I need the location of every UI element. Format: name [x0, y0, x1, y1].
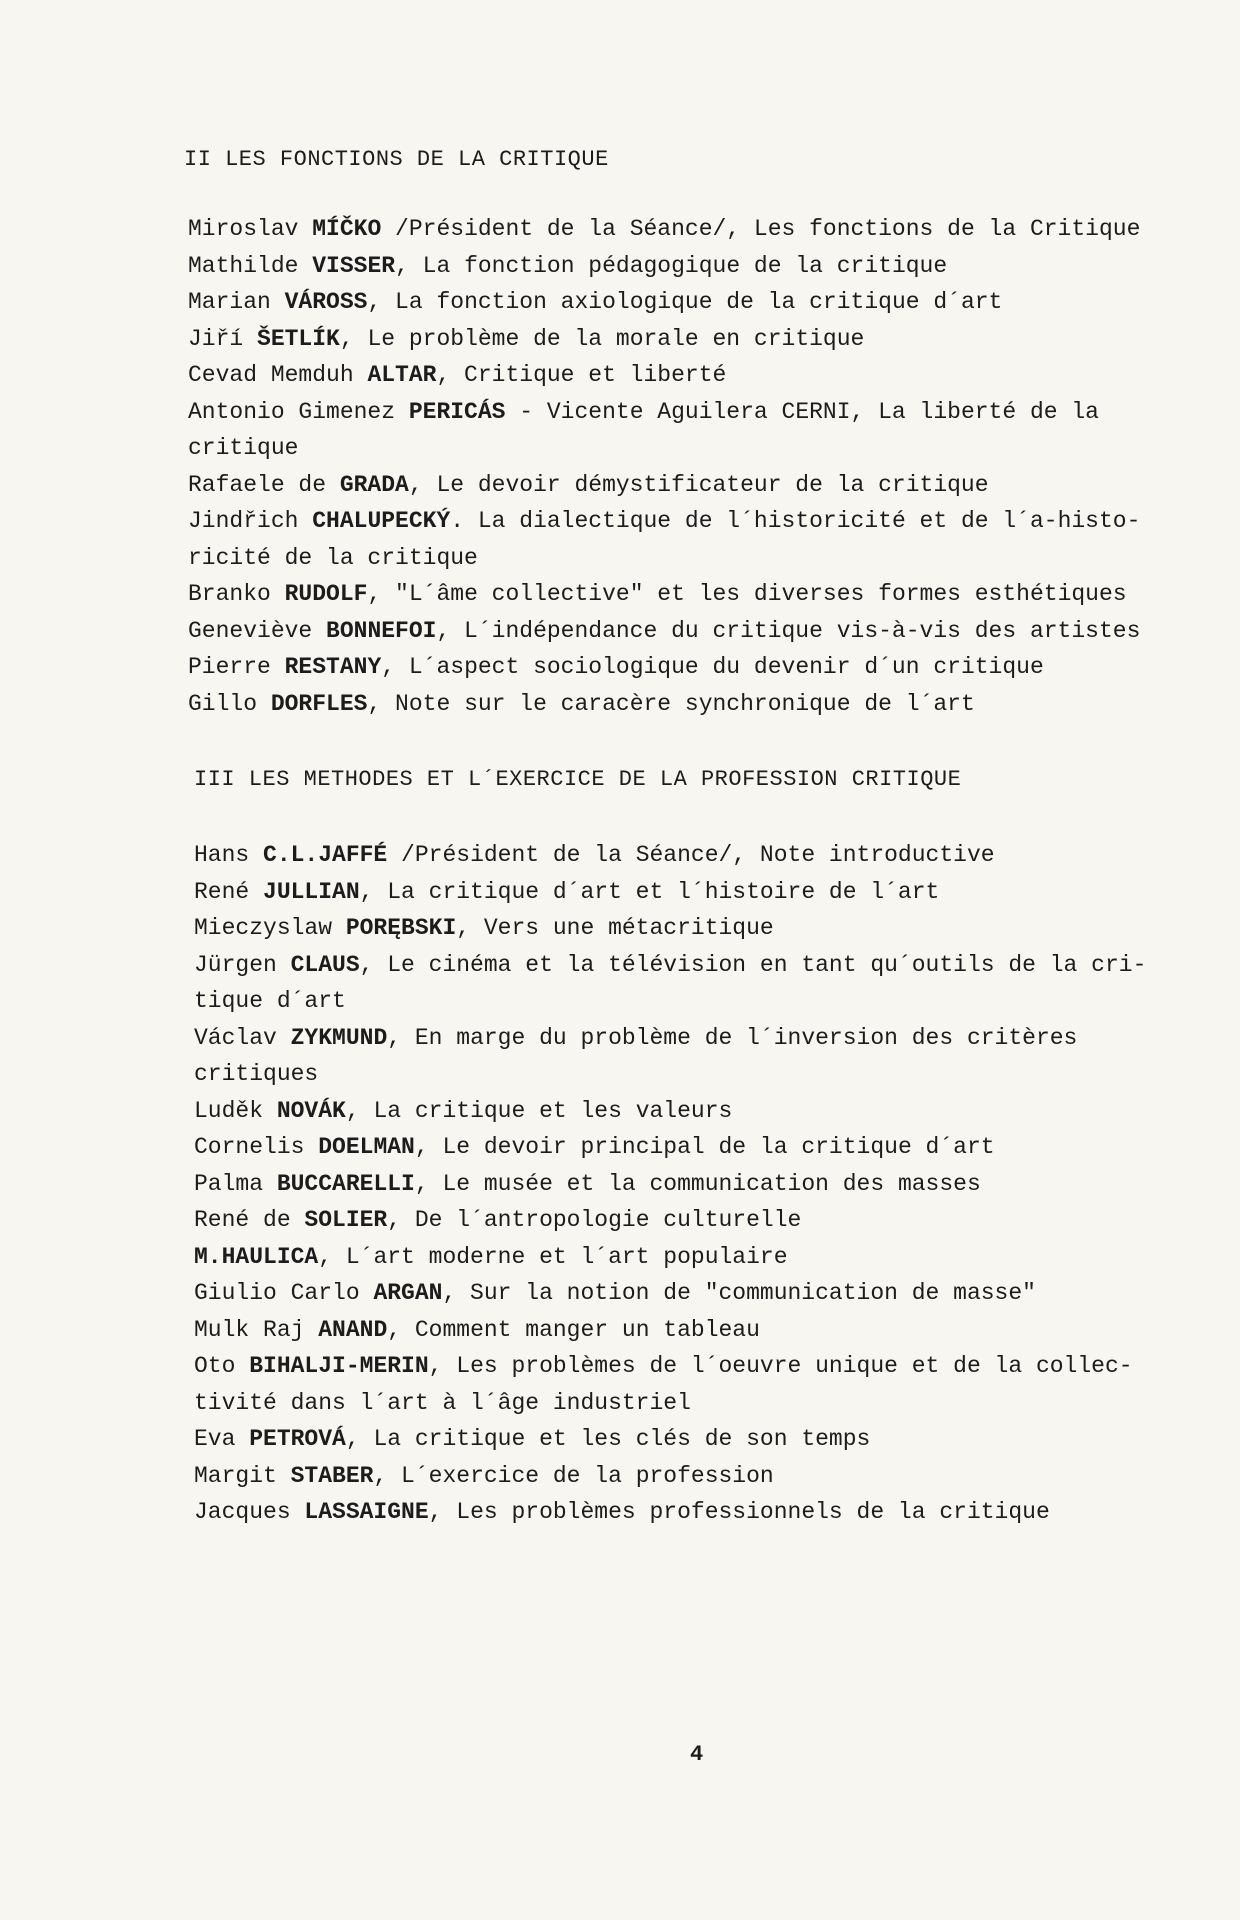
paper-title: /Président de la Séance/, Les fonctions de la Critique: [381, 216, 1141, 242]
paper-title: , L´aspect sociologique du devenir d´un critique: [381, 654, 1044, 680]
author-surname: STABER: [290, 1462, 374, 1489]
author-surname: ALTAR: [367, 362, 437, 388]
entry-line: [194, 1458, 1234, 1495]
entry-line: [194, 1494, 1234, 1531]
entry-line: [194, 874, 1234, 911]
author-given-name: Eva: [194, 1426, 250, 1452]
author-given-name: René: [194, 878, 264, 905]
author-given-name: Cevad Memduh: [188, 362, 368, 388]
author-given-name: Pierre: [188, 654, 285, 680]
author-surname: DOELMAN: [318, 1134, 415, 1160]
author-surname: MÍČKO: [312, 216, 382, 242]
section-3-entries: [194, 837, 1234, 1531]
paper-title: . La dialectique de l´historicité et de l´a-histo-: [450, 508, 1141, 534]
author-surname: VISSER: [312, 252, 396, 279]
author-given-name: Geneviève: [188, 617, 327, 644]
author-given-name: Giulio Carlo: [194, 1280, 374, 1306]
author-given-name: Mulk Raj: [194, 1316, 319, 1343]
entry-line: [194, 837, 1234, 874]
entry-line: [188, 613, 1228, 650]
author-given-name: Cornelis: [194, 1134, 319, 1160]
entry-line: [188, 284, 1228, 321]
section-2-entries: [188, 211, 1228, 722]
author-given-name: Branko: [188, 581, 285, 607]
paper-title: , Vers une métacritique: [456, 915, 774, 941]
paper-title: , Les problèmes de l´oeuvre unique et de la collec-: [428, 1353, 1133, 1379]
author-surname: ZYKMUND: [290, 1024, 388, 1051]
paper-title: , Sur la notion de "communication de masse": [442, 1280, 1036, 1306]
author-surname: RUDOLF: [284, 581, 368, 607]
entry-line: [194, 947, 1234, 984]
entry-line: [188, 576, 1228, 613]
entry-line: [188, 686, 1228, 723]
author-surname: BUCCARELLI: [276, 1170, 415, 1197]
paper-title: , Le problème de la morale en critique: [339, 325, 865, 352]
author-given-name: Mathilde: [188, 252, 313, 279]
paper-title: , L´indépendance du critique vis-à-vis des artistes: [436, 617, 1141, 644]
paper-title: , Comment manger un tableau: [387, 1316, 760, 1343]
entry-line: [194, 1348, 1234, 1385]
entry-line: [194, 1166, 1234, 1203]
author-surname: SOLIER: [304, 1207, 388, 1233]
entry-line: [194, 1275, 1234, 1312]
paper-title: , Le cinéma et la télévision en tant qu´outils de la cri-: [359, 951, 1147, 978]
paper-title: /Président de la Séance/, Note introductive: [387, 842, 995, 868]
entry-line: [194, 1093, 1234, 1130]
paper-title: , La fonction pédagogique de la critique: [395, 252, 948, 279]
author-surname: LASSAIGNE: [304, 1499, 429, 1525]
author-surname: M.HAULICA: [194, 1243, 319, 1270]
author-surname: DORFLES: [270, 690, 368, 717]
author-surname: VÁROSS: [284, 289, 368, 315]
author-given-name: Jindřich: [188, 508, 313, 534]
paper-title: , En marge du problème de l´inversion des critères: [387, 1024, 1078, 1051]
paper-title: , Le devoir principal de la critique d´art: [414, 1134, 995, 1160]
paper-title: , Le musée et la communication des masses: [414, 1170, 981, 1197]
author-surname: GRADA: [339, 471, 409, 498]
page-number: 4: [690, 1742, 704, 1767]
paper-title: , Le devoir démystificateur de la critique: [408, 471, 989, 498]
author-surname: NOVÁK: [276, 1097, 346, 1124]
author-given-name: Hans: [194, 842, 264, 868]
entry-line: [194, 1385, 1234, 1422]
author-surname: RESTANY: [284, 654, 382, 680]
author-given-name: critiques: [194, 1061, 319, 1087]
author-given-name: René de: [194, 1207, 305, 1233]
author-surname: CLAUS: [290, 951, 360, 978]
entry-line: [188, 357, 1228, 394]
entry-line: [194, 1202, 1234, 1239]
entry-line: [194, 1129, 1234, 1166]
entry-line: [188, 248, 1228, 285]
paper-title: , Les problèmes professionnels de la critique: [428, 1499, 1050, 1525]
entry-line: [188, 540, 1228, 577]
author-surname: CHALUPECKÝ: [312, 508, 451, 534]
section-2-title: II LES FONCTIONS DE LA CRITIQUE: [184, 147, 609, 172]
paper-title: , La critique et les valeurs: [345, 1097, 733, 1124]
author-given-name: Marian: [188, 289, 285, 315]
author-given-name: Miroslav: [188, 216, 313, 242]
paper-title: , De l´antropologie culturelle: [387, 1207, 802, 1233]
section-3-title: III LES METHODES ET L´EXERCICE DE LA PROFESSION CRITIQUE: [194, 767, 962, 792]
author-surname: ŠETLÍK: [257, 325, 340, 352]
entry-line: [194, 1312, 1234, 1349]
entry-line: [188, 649, 1228, 686]
author-given-name: Oto: [194, 1353, 250, 1379]
author-given-name: Gillo: [188, 690, 271, 717]
author-surname: ARGAN: [373, 1280, 443, 1306]
entry-line: [188, 211, 1228, 248]
author-given-name: Jiří: [188, 325, 258, 352]
author-given-name: Mieczyslaw: [194, 915, 346, 941]
author-given-name: Margit: [194, 1462, 291, 1489]
paper-title: - Vicente Aguilera CERNI, La liberté de la: [505, 398, 1099, 425]
author-given-name: Antonio Gimenez: [188, 398, 409, 425]
author-given-name: Jacques: [194, 1499, 305, 1525]
author-surname: JULLIAN: [263, 878, 360, 905]
author-given-name: Václav: [194, 1024, 291, 1051]
paper-title: , L´exercice de la profession: [373, 1462, 774, 1489]
author-surname: PORĘBSKI: [345, 915, 457, 941]
paper-title: , La critique et les clés de son temps: [345, 1426, 871, 1452]
author-given-name: Jürgen: [194, 951, 291, 978]
author-given-name: Luděk: [194, 1097, 277, 1124]
paper-title: , Critique et liberté: [436, 362, 727, 388]
author-given-name: Rafaele de: [188, 471, 340, 498]
paper-title: , Note sur le caracère synchronique de l´art: [367, 690, 975, 717]
author-given-name: critique: [188, 435, 299, 461]
author-given-name: tique d´art: [194, 988, 346, 1014]
entry-line: [194, 910, 1234, 947]
paper-title: , L´art moderne et l´art populaire: [318, 1243, 788, 1270]
entry-line: [194, 1239, 1234, 1276]
paper-title: , La critique d´art et l´histoire de l´art: [359, 878, 940, 905]
entry-line: [188, 467, 1228, 504]
author-surname: BIHALJI-MERIN: [249, 1353, 429, 1379]
paper-title: , La fonction axiologique de la critique d´art: [367, 289, 1003, 315]
author-given-name: tivité dans l´art à l´âge industriel: [194, 1389, 691, 1416]
author-surname: BONNEFOI: [326, 617, 437, 644]
author-surname: ANAND: [318, 1316, 388, 1343]
entry-line: [188, 321, 1228, 358]
paper-title: , "L´âme collective" et les diverses formes esthétiques: [367, 581, 1127, 607]
author-given-name: Palma: [194, 1170, 277, 1197]
entry-line: [194, 983, 1234, 1020]
author-surname: C.L.JAFFÉ: [263, 842, 388, 868]
entry-line: [194, 1020, 1234, 1057]
entry-line: [188, 503, 1228, 540]
entry-line: [194, 1056, 1234, 1093]
entry-line: [188, 394, 1228, 431]
author-given-name: ricité de la critique: [188, 544, 478, 571]
entry-line: [188, 430, 1228, 467]
author-surname: PERICÁS: [408, 398, 506, 425]
author-surname: PETROVÁ: [249, 1426, 346, 1452]
entry-line: [194, 1421, 1234, 1458]
